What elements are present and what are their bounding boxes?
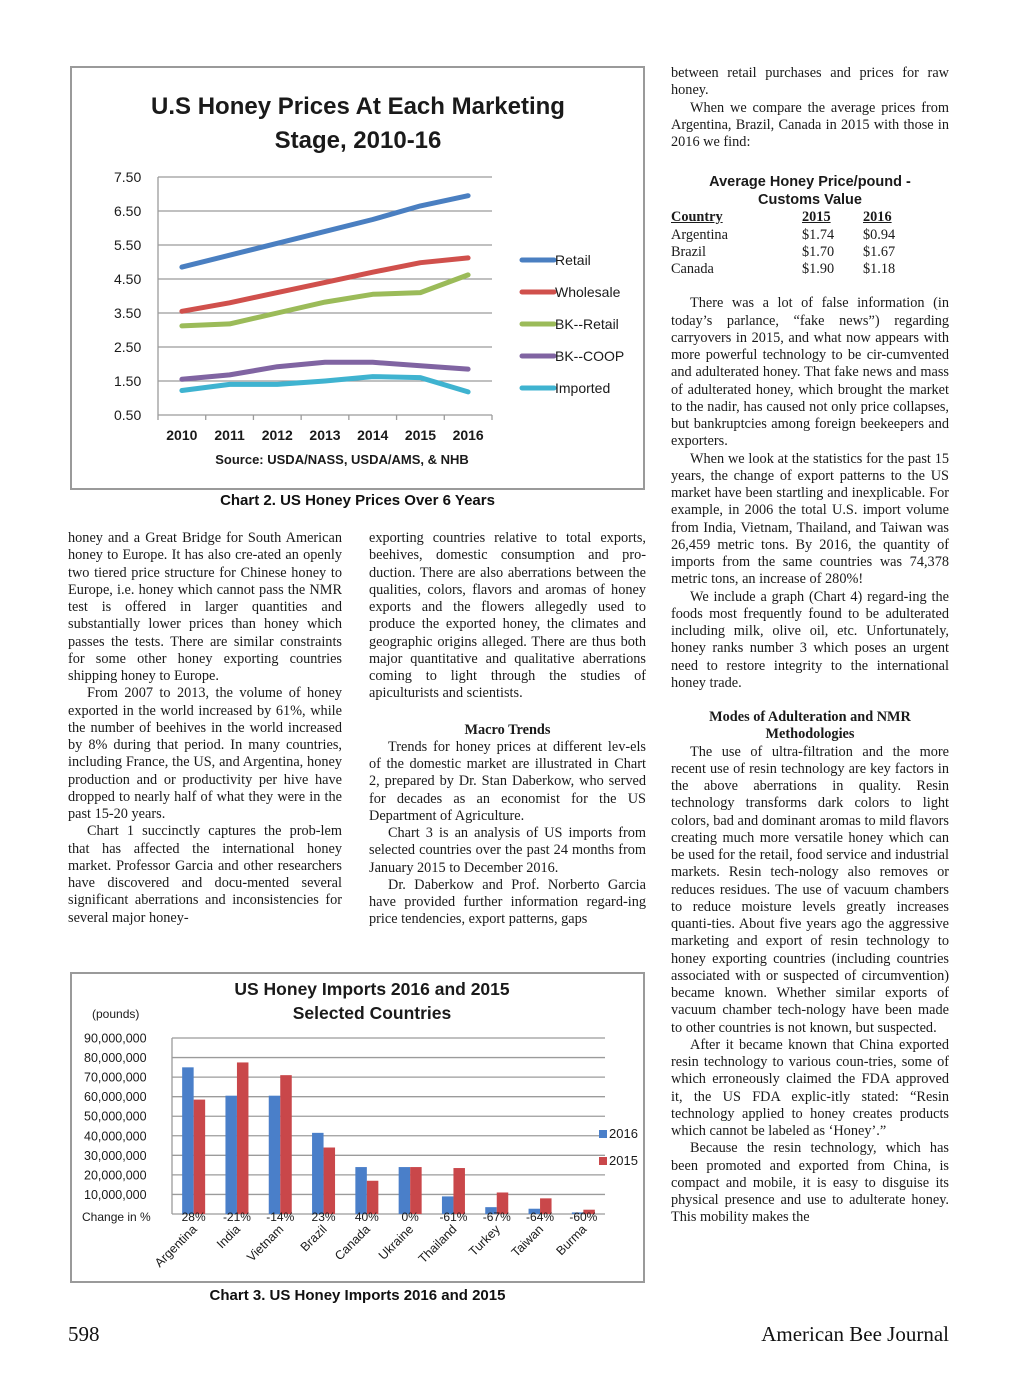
series-line-retail — [182, 196, 468, 267]
bar-2016-canada — [355, 1167, 367, 1214]
change-value: -64% — [526, 1210, 555, 1224]
bar-2015-brazil — [324, 1148, 336, 1214]
middle-paragraph-1: exporting countries relative to total exports, beehives, domestic consumption and pro-duction. There are also aberrations between the qualities, colors, flavors and aromas of honey exports and the flowers allegedly used to produce the exported honey, the climates and geographic origins alleged. There are thus both major quantitative and qualitative aberrations coming to light through the studies of apiculturists and scientists. — [369, 530, 646, 702]
bar-chart-y-ticks — [84, 1032, 147, 1202]
bar-chart-y-unit: (pounds) — [92, 1007, 140, 1021]
bar-2015-vietnam — [280, 1075, 292, 1214]
line-chart — [72, 68, 643, 488]
middle-paragraph-4: Dr. Daberkow and Prof. Norberto Garcia have provided further information regard-ing price tendencies, export patterns, gaps — [369, 876, 646, 928]
right-column — [671, 65, 949, 1227]
price-table-title-1: Average Honey Price/pound - — [709, 174, 911, 191]
country-label: Taiwan — [508, 1222, 547, 1260]
x-tick-label: 2015 — [404, 427, 437, 443]
country-label: Canada — [332, 1222, 373, 1264]
y-tick-label: 50,000,000 — [84, 1109, 147, 1124]
change-value: -67% — [482, 1210, 511, 1224]
x-tick-label: 2016 — [452, 427, 484, 443]
legend-swatch — [599, 1157, 607, 1165]
y-tick-label: 70,000,000 — [84, 1070, 147, 1085]
y-tick-label: 30,000,000 — [84, 1148, 147, 1163]
series-line-imported — [182, 377, 468, 392]
country-label: Argentina — [152, 1222, 200, 1270]
legend-label: Wholesale — [555, 284, 621, 300]
legend-swatch — [599, 1130, 607, 1138]
change-value: -14% — [266, 1210, 295, 1224]
right-paragraph-3: We include a graph (Chart 4) regard-ing the foods most frequently found to be adulterated including milk, olive oil, etc. Unfortunately, honey ranks number 3 which poses an urgent need to restore integrity to the international honey trade. — [671, 588, 949, 691]
middle-paragraph-3: Chart 3 is an analysis of US imports from selected countries over the past 24 months from January 2015 to December 2016. — [369, 825, 646, 876]
price-table-title-2: Customs Value — [758, 192, 862, 209]
y-tick-label: 60,000,000 — [84, 1090, 147, 1105]
cell-country: Argentina — [671, 226, 728, 243]
right-compare: When we compare the average prices from Argentina, Brazil, Canada in 2015 with those in 2016 we find: — [671, 99, 949, 150]
line-chart-x-ticks — [158, 415, 492, 443]
cell-2015: $1.90 — [802, 261, 835, 277]
chart2-caption: Chart 2. US Honey Prices Over 6 Years — [220, 492, 495, 509]
legend-label: 2016 — [609, 1126, 638, 1141]
change-value: -21% — [222, 1210, 251, 1224]
right-paragraph-4: The use of ultra-filtration and the more recent use of resin technology are key factors in the above aberrations in quality. Resin technology transforms dark colors to light colors, bad and dominant aromas to mild flavors creating much more versatile honey which can be used for the retail, food service and industrial markets. Resin tech-nology also removes or reduces residues. The use of vacuum chambers to reduce moisture levels greatly increases quanti-ties. About five years ago the aggressive marketing and export of resin technology to honey exporting countries (including countries associated with or suspected of circumvention) became known. Whether similar exports of vacuum chamber tech-nology have been made to other countries is not known, but suspected. — [671, 743, 949, 1036]
col-country: Country — [671, 209, 723, 226]
table-row — [671, 261, 901, 278]
x-tick-label: 2014 — [357, 427, 389, 443]
country-label: India — [214, 1222, 244, 1252]
y-tick-label: 2.50 — [114, 339, 142, 355]
legend-label: 2015 — [609, 1153, 638, 1168]
country-label: Turkey — [466, 1222, 503, 1259]
middle-paragraph-2: Trends for honey prices at different lev-els of the domestic market are illustrated in Chart 2, prepared by Dr. Stan Daberkow, who served for decades as an economist for the US Department of Agriculture. — [369, 738, 646, 824]
bar-2016-india — [225, 1096, 237, 1214]
y-tick-label: 6.50 — [114, 203, 142, 219]
left-column — [68, 530, 342, 927]
right-paragraph-1: There was a lot of false information (in today’s parlance, “fake news”) regarding carryovers in 2015, and what now appears with more powerful technology to be cir-cumvented and adulterated honey. That fake news and mass of adulterated honey, which brought the market to the nadir, has caused not only price collapses, but bankruptcies among foreign beekeepers and exporters. — [671, 295, 949, 450]
bar-2016-brazil — [312, 1133, 324, 1214]
bar-chart-title-1: US Honey Imports 2016 and 2015 — [234, 979, 510, 999]
line-chart-title-1: U.S Honey Prices At Each Marketing — [151, 93, 565, 120]
change-value: -61% — [439, 1210, 468, 1224]
line-chart-series — [182, 196, 468, 392]
y-tick-label: 7.50 — [114, 169, 142, 185]
country-label: Brazil — [297, 1222, 330, 1255]
y-tick-label: 1.50 — [114, 373, 142, 389]
country-label: Thailand — [415, 1222, 460, 1267]
y-tick-label: 10,000,000 — [84, 1187, 147, 1202]
y-tick-label: 20,000,000 — [84, 1168, 147, 1183]
right-intro: between retail purchases and prices for raw honey. — [671, 65, 949, 99]
left-paragraph-1: honey and a Great Bridge for South American honey to Europe. It has also cre-ated an openly two tiered price structure for Chinese honey to Europe, i.e. honey which cannot pass the NMR test is offered in larger quantities and substantially lower prices than honey which passes the tests. There are similar constraints for some other honey exporting countries shipping honey to Europe. — [68, 530, 342, 684]
bar-chart — [72, 974, 643, 1281]
bar-chart-country-labels — [152, 1222, 589, 1270]
bar-chart-legend — [599, 1126, 638, 1168]
x-tick-label: 2012 — [261, 427, 293, 443]
x-tick-label: 2011 — [214, 427, 245, 443]
country-label: Vietnam — [244, 1222, 287, 1265]
y-tick-label: 90,000,000 — [84, 1031, 147, 1046]
y-tick-label: 4.50 — [114, 271, 142, 287]
right-paragraph-5: After it became known that China exported resin technology to various coun-tries, some of which erroneously claimed the FDA approved it, the US FDA explic-itly stated: “Resin technology applied to honey creates products which cannot be labeled as ‘Honey’.” — [671, 1036, 949, 1139]
table-row — [671, 227, 901, 244]
adulteration-heading-2: Methodologies — [765, 726, 855, 743]
price-table — [671, 209, 901, 278]
legend-label: Retail — [555, 252, 591, 268]
y-tick-label: 80,000,000 — [84, 1051, 147, 1066]
line-chart-source: Source: USDA/NASS, USDA/AMS, & NHB — [215, 452, 469, 467]
right-paragraph-2: When we look at the statistics for the past 15 years, the change of export patterns to the US market have been startling and inexplicable. For example, in 2006 the total U.S. import volume from India, Vietnam, Thailand, and Taiwan was 26,459 metric tons. By 2016, the quantity of imports from the same countries was 74,378 metric tons, an increase of 280%! — [671, 450, 949, 588]
left-paragraph-2: From 2007 to 2013, the volume of honey exported in the world increased by 61%, while the number of beehives in the world increased by 8% during that period. In many countries, including France, the US, and Argentina, honey production and or productivity per hive have dropped to nearly half of what they were in the past 15-20 years. — [68, 685, 342, 822]
legend-label: BK--Retail — [555, 316, 619, 332]
macro-trends-heading: Macro Trends — [464, 721, 551, 738]
bar-chart-change-label: Change in % — [82, 1210, 151, 1224]
change-value: -60% — [569, 1210, 598, 1224]
adulteration-heading-1: Modes of Adulteration and NMR — [709, 709, 911, 725]
bar-2016-vietnam — [269, 1096, 281, 1214]
bar-chart-bars — [182, 1062, 595, 1214]
bar-2015-thailand — [453, 1168, 465, 1214]
chart3-frame — [70, 972, 645, 1283]
line-chart-title-2: Stage, 2010-16 — [274, 127, 442, 154]
journal-name: American Bee Journal — [761, 1322, 949, 1346]
chart3-caption: Chart 3. US Honey Imports 2016 and 2015 — [209, 1287, 506, 1304]
bar-chart-title-2: Selected Countries — [292, 1003, 452, 1023]
y-tick-label: 5.50 — [114, 237, 142, 253]
change-value: 23% — [311, 1210, 336, 1224]
chart2-frame — [70, 66, 645, 490]
cell-2015: $1.74 — [802, 226, 835, 243]
col-2016: 2016 — [863, 209, 892, 226]
country-label: Ukraine — [375, 1222, 417, 1263]
change-value: 40% — [354, 1210, 379, 1224]
cell-country: Canada — [671, 261, 714, 277]
bar-2015-canada — [367, 1181, 379, 1214]
y-tick-label: 40,000,000 — [84, 1129, 147, 1144]
bar-2015-ukraine — [410, 1167, 422, 1214]
page-number: 598 — [68, 1322, 100, 1346]
left-paragraph-3: Chart 1 succinctly captures the prob-lem that has affected the international honey market. Professor Garcia and other researchers have discovered and docu-mented several significant aberrations and inconsistencies for several major honey- — [68, 823, 342, 926]
cell-2016: $0.94 — [863, 226, 896, 243]
cell-2016: $1.18 — [863, 261, 896, 277]
y-tick-label: 3.50 — [114, 305, 142, 321]
country-label: Burma — [553, 1222, 590, 1259]
legend-label: BK--COOP — [555, 348, 625, 364]
line-chart-y-ticks — [114, 169, 141, 423]
x-tick-label: 2013 — [309, 427, 341, 443]
cell-country: Brazil — [671, 243, 706, 260]
change-value: 28% — [181, 1210, 206, 1224]
cell-2015: $1.70 — [802, 243, 835, 260]
legend-label: Imported — [555, 380, 611, 396]
table-row — [671, 244, 901, 261]
line-chart-legend — [522, 252, 624, 396]
price-table-header — [671, 209, 901, 226]
right-paragraph-6: Because the resin technology, which has been promoted and exported from China, is compact and mobile, it is easy to disguise its physical presence and use to adulterate honey. This mobility makes the — [671, 1140, 949, 1226]
bar-2015-india — [237, 1062, 249, 1214]
middle-column — [369, 530, 646, 929]
x-tick-label: 2010 — [166, 427, 198, 443]
y-tick-label: 0.50 — [114, 407, 142, 423]
change-value: 0% — [401, 1210, 419, 1224]
col-2015: 2015 — [802, 209, 831, 226]
cell-2016: $1.67 — [863, 243, 896, 260]
bar-2016-argentina — [182, 1067, 194, 1214]
bar-2015-argentina — [194, 1100, 206, 1214]
bar-2016-ukraine — [399, 1167, 411, 1214]
